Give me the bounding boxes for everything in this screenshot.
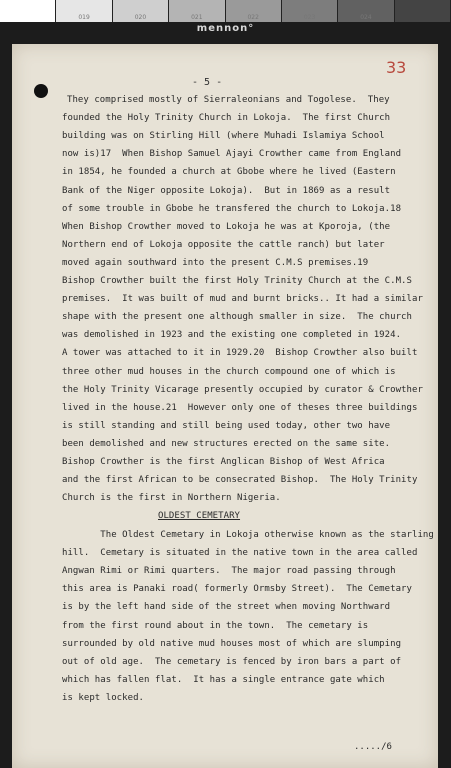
paragraph-line: was demolished in 1923 and the existing one completed in 1924. (62, 330, 402, 341)
color-swatch (395, 0, 451, 22)
color-swatch: 024 (338, 0, 394, 22)
paragraph-line: The Oldest Cemetary in Lokoja otherwise known as the starling (62, 530, 434, 540)
punch-hole (34, 84, 48, 98)
paragraph-line: surrounded by old native mud houses most of which are slumping (62, 638, 402, 649)
brand-logo: mennon° (196, 23, 255, 34)
paragraph-line: Bank of the Niger opposite Lokoja). But in 1869 as a result (62, 185, 391, 196)
paragraph-line: the Holy Trinity Vicarage presently occupied by curator & Crowther (62, 384, 423, 395)
color-calibration-bar (0, 0, 451, 22)
paragraph-line: is by the left hand side of the street when moving Northward (62, 602, 391, 613)
paragraph-line: When Bishop Crowther moved to Lokoja he was at Kporoja, (the (62, 221, 391, 232)
continuation-marker: ...../6 (354, 742, 392, 752)
paragraph-line: They comprised mostly of Sierraleonians and Togolese. They (67, 95, 390, 105)
paragraph-line: premises. It was built of mud and burnt bricks.. It had a similar (62, 294, 423, 305)
section-heading: OLDEST CEMETARY (158, 511, 241, 521)
paragraph-line: lived in the house.21 However only one of theses three buildings (62, 402, 418, 413)
color-swatch: 023 (282, 0, 338, 22)
color-swatch: 020 (113, 0, 169, 22)
paragraph-line: of some trouble in Gbobe he transfered the church to Lokoja.18 (62, 203, 402, 214)
paragraph-line: in 1854, he founded a church at Gbobe where he lived (Eastern (62, 167, 396, 178)
color-swatch: 021 (169, 0, 225, 22)
paragraph-line: Angwan Rimi or Rimi quarters. The major road passing through (62, 566, 396, 577)
paragraph-line: from the first round about in the town. The cemetary is (62, 620, 369, 631)
paragraph-line: Bishop Crowther built the first Holy Trinity Church at the C.M.S (62, 276, 412, 286)
paragraph-line: A tower was attached to it in 1929.20 Bishop Crowther also built (62, 348, 418, 359)
paragraph-line: been demolished and new structures erected on the same site. (62, 438, 391, 449)
paragraph-line: which has fallen flat. It has a single entrance gate which (62, 674, 385, 685)
color-swatch: 019 (56, 0, 112, 22)
paragraph-line: Church is the first in Northern Nigeria. (62, 493, 281, 504)
paragraph-line: and the first African to be consecrated Bishop. The Holy Trinity (62, 475, 418, 486)
paragraph-line: three other mud houses in the church compound one of which is (62, 366, 396, 377)
color-swatch: 022 (226, 0, 282, 22)
paragraph-line: founded the Holy Trinity Church in Lokoja. The first Church (62, 113, 391, 124)
paragraph-line: is still standing and still being used today, other two have (62, 420, 391, 431)
paragraph-line: this area is Panaki road( formerly Ormsby Street). The Cemetary (62, 584, 412, 595)
paragraph-line: now is)17 When Bishop Samuel Ajayi Crowther came from England (62, 149, 402, 160)
page-number: - 5 - (192, 77, 223, 88)
paragraph-line: hill. Cemetary is situated in the native town in the area called (62, 548, 418, 559)
paragraph-line: is kept locked. (62, 692, 145, 703)
document-page (12, 44, 438, 768)
paragraph-line: building was on Stirling Hill (where Muhadi Islamiya School (62, 131, 385, 142)
folio-number: 33 (386, 58, 407, 77)
color-swatch (0, 0, 56, 22)
paragraph-line: Northern end of Lokoja opposite the cattle ranch) but later (62, 239, 385, 250)
paragraph-line: Bishop Crowther is the first Anglican Bishop of West Africa (62, 457, 385, 467)
paragraph-line: shape with the present one although smaller in size. The church (62, 312, 412, 323)
paragraph-line: out of old age. The cemetary is fenced by iron bars a part of (62, 656, 402, 667)
paragraph-line: moved again southward into the present C.M.S premises.19 (62, 257, 369, 268)
